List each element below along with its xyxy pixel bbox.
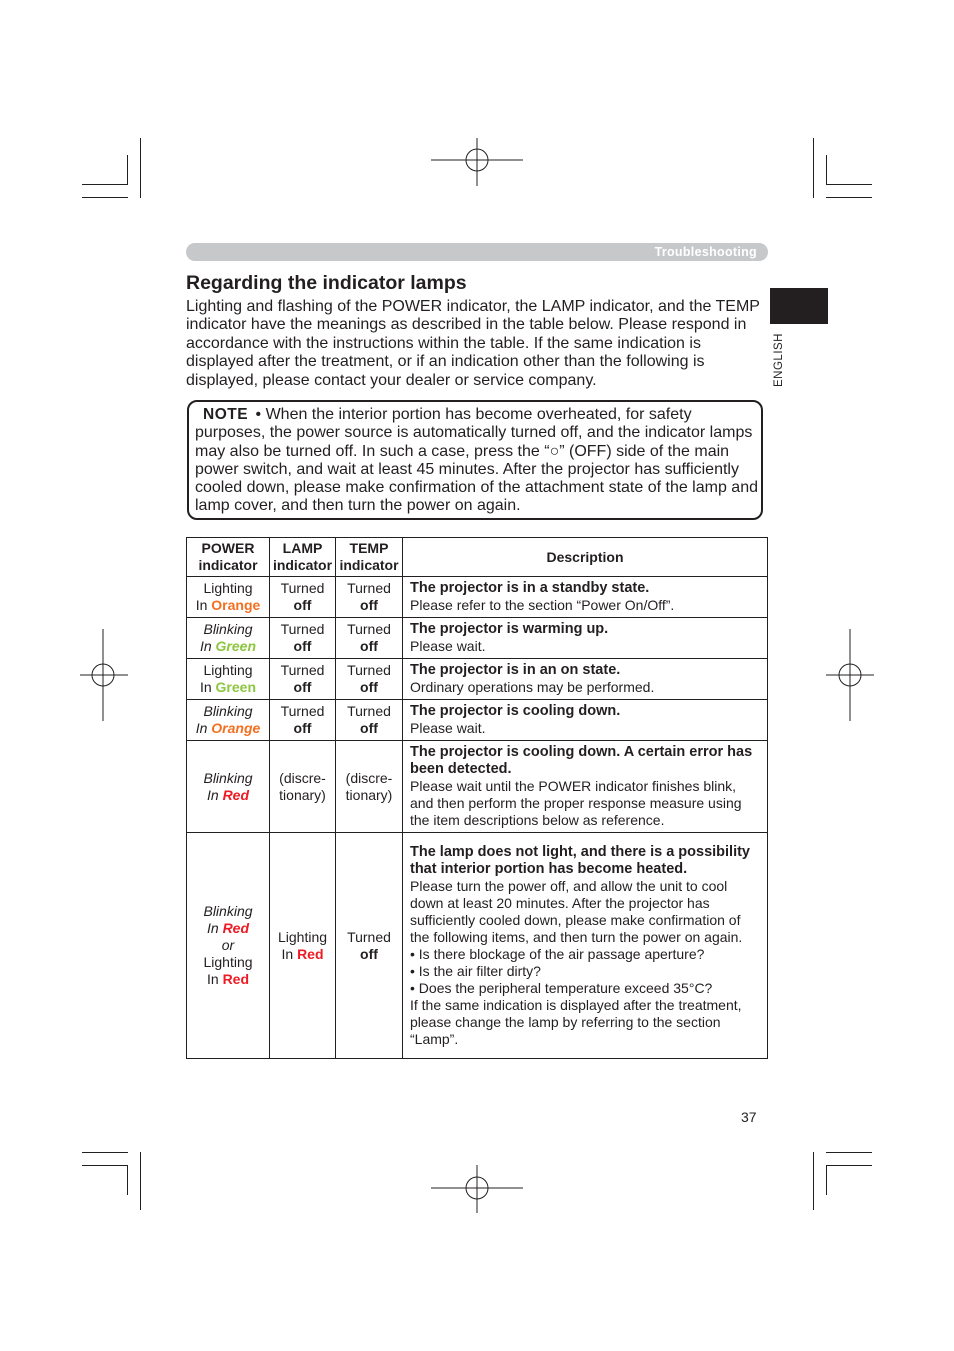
language-tab (772, 332, 786, 388)
note-text: • When the interior portion has become overheated, for safety purposes, the power source is automatically turned off, and the indicator lamps may also be turned off. In such a case, press the “○” (OFF) side of the main power switch, and wait at least 45 minutes. After the projector has sufficiently cooled down, please make confirmation of the attachment state of the lamp and lamp cover, and then turn the power on again. (195, 406, 758, 515)
description-cell: The projector is in a standby state. Please refer to the section “Power On/Off”. (403, 577, 768, 618)
note-box (187, 400, 763, 520)
chapter-tab (770, 288, 828, 324)
table-row (187, 577, 768, 618)
header-description: Description (403, 538, 768, 577)
lamp-cell: (discre- tionary) (270, 741, 336, 833)
table-row (187, 700, 768, 741)
intro-paragraph: Lighting and flashing of the POWER indicator, the LAMP indicator, and the TEMP indicator have the meanings as described in the table below. Please respond in accordance with the instructions within the table. If the same indication is displayed after the treatment, or if an indication other than the following is displayed, please contact your dealer or service company. (186, 298, 760, 389)
page-number: 37 (741, 1109, 757, 1125)
header-power: POWER indicator (187, 538, 270, 577)
description-cell: The projector is cooling down. A certain error has been detected. Please wait until the POWER indicator finishes blink, and then perform the proper response measure using the item descriptions below as reference. (403, 741, 768, 833)
list-item: • Is the air filter dirty? (410, 962, 541, 979)
list-item: • Does the peripheral temperature exceed 35°C? (410, 979, 713, 996)
table-row (187, 659, 768, 700)
section-label: Troubleshooting (654, 245, 757, 259)
power-cell: Blinking In Orange (187, 700, 270, 741)
table-row (187, 833, 768, 1059)
lamp-cell: Turned off (270, 659, 336, 700)
lamp-cell: Turned off (270, 700, 336, 741)
temp-cell: Turned off (336, 577, 403, 618)
description-cell: The projector is warming up. Please wait. (403, 618, 768, 659)
language-label: ENGLISH (773, 333, 785, 387)
note-paragraph (195, 406, 761, 516)
temp-cell: Turned off (336, 700, 403, 741)
note-label: NOTE (203, 406, 249, 423)
registration-mark-left-icon (80, 629, 128, 721)
registration-mark-top-icon (431, 138, 523, 186)
description-cell: The lamp does not light, and there is a possibility that interior portion has become heated. Please turn the power off, and allow the unit to cool down at least 20 minutes. After the projector has sufficiently cooled down, please make confirmation of the following items, and then turn the power on again. • Is there blockage of the air passage aperture? • Is the air filter dirty? • Does the peripheral temperature exceed 35°C? If the same indication is displayed after the treatment, please change the lamp by referring to the section “Lamp”. (403, 833, 768, 1059)
page-title: Regarding the indicator lamps (186, 272, 467, 294)
list-item: • Is there blockage of the air passage aperture? (410, 945, 705, 962)
table-row (187, 741, 768, 833)
description-cell: The projector is in an on state. Ordinary operations may be performed. (403, 659, 768, 700)
table-header-row (187, 538, 768, 577)
description-cell: The projector is cooling down. Please wait. (403, 700, 768, 741)
section-header-bar (186, 243, 768, 261)
header-temp: TEMP indicator (336, 538, 403, 577)
registration-mark-right-icon (826, 629, 874, 721)
power-cell: Blinking In Red (187, 741, 270, 833)
temp-cell: Turned off (336, 618, 403, 659)
power-cell: Blinking In Green (187, 618, 270, 659)
table-row (187, 618, 768, 659)
power-cell: Lighting In Green (187, 659, 270, 700)
power-cell: Lighting In Orange (187, 577, 270, 618)
power-cell: Blinking In Red or Lighting In Red (187, 833, 270, 1059)
temp-cell: Turned off (336, 659, 403, 700)
temp-cell: (discre- tionary) (336, 741, 403, 833)
indicator-table (186, 537, 768, 1059)
lamp-cell: Turned off (270, 618, 336, 659)
registration-mark-bottom-icon (431, 1165, 523, 1213)
lamp-cell: Turned off (270, 577, 336, 618)
header-lamp: LAMP indicator (270, 538, 336, 577)
lamp-cell: Lighting In Red (270, 833, 336, 1059)
temp-cell: Turned off (336, 833, 403, 1059)
